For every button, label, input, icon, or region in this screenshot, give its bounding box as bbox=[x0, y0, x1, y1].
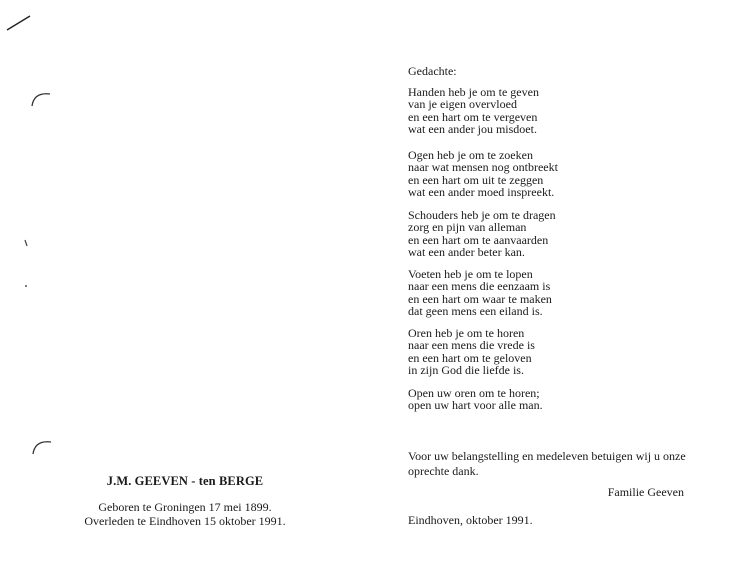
poem-line: en een hart om te geloven bbox=[408, 350, 532, 365]
poem-line: naar een mens die eenzaam is bbox=[408, 279, 551, 294]
poem-title: Gedachte: bbox=[408, 64, 457, 78]
poem-stanza-1 bbox=[408, 86, 539, 136]
poem-line: naar wat mensen nog ontbreekt bbox=[408, 160, 558, 175]
poem-line: in zijn God die liefde is. bbox=[408, 363, 524, 378]
poem-line: Ogen heb je om te zoeken bbox=[408, 148, 533, 162]
poem-line: Oren heb je om te horen bbox=[408, 326, 525, 340]
poem-line: wat een ander jou misdoet. bbox=[408, 122, 537, 137]
poem-line: en een hart om waar te maken bbox=[408, 291, 552, 306]
poem-line: wat een ander beter kan. bbox=[408, 245, 525, 260]
poem-line: en een hart om te vergeven bbox=[408, 109, 538, 124]
poem-line: Schouders heb je om te dragen bbox=[408, 208, 556, 222]
thanks-message: Voor uw belangstelling en medeleven betuigen wij u onze oprechte dank. bbox=[408, 449, 686, 478]
poem-stanza-3 bbox=[408, 209, 556, 259]
poem-line: open uw hart voor alle man. bbox=[408, 398, 543, 413]
poem-line: en een hart om uit te zeggen bbox=[408, 172, 544, 187]
poem-line: Open uw oren om te horen; bbox=[408, 386, 540, 400]
place-date: Eindhoven, oktober 1991. bbox=[408, 513, 533, 527]
family-signature: Familie Geeven bbox=[607, 485, 684, 499]
birth-line: Geboren te Groningen 17 mei 1899. bbox=[98, 500, 272, 514]
deceased-name: J.M. GEEVEN - ten BERGE bbox=[106, 474, 264, 488]
poem-line: zorg en pijn van alleman bbox=[408, 220, 527, 235]
poem-stanza-5 bbox=[408, 327, 535, 377]
poem-line: naar een mens die vrede is bbox=[408, 338, 535, 353]
poem-stanza-6 bbox=[408, 387, 543, 412]
poem-line: Handen heb je om te geven bbox=[408, 85, 539, 99]
life-dates bbox=[0, 500, 370, 528]
poem-line: en een hart om te aanvaarden bbox=[408, 232, 549, 247]
memorial-right-panel bbox=[408, 0, 728, 588]
poem-stanza-4 bbox=[408, 268, 552, 318]
poem-line: Voeten heb je om te lopen bbox=[408, 267, 533, 281]
poem-stanza-2 bbox=[408, 149, 558, 199]
poem-line: wat een ander moed inspreekt. bbox=[408, 185, 555, 200]
poem-line: van je eigen overvloed bbox=[408, 97, 517, 112]
death-line: Overleden te Eindhoven 15 oktober 1991. bbox=[84, 514, 286, 528]
poem-line: dat geen mens een eiland is. bbox=[408, 304, 543, 319]
